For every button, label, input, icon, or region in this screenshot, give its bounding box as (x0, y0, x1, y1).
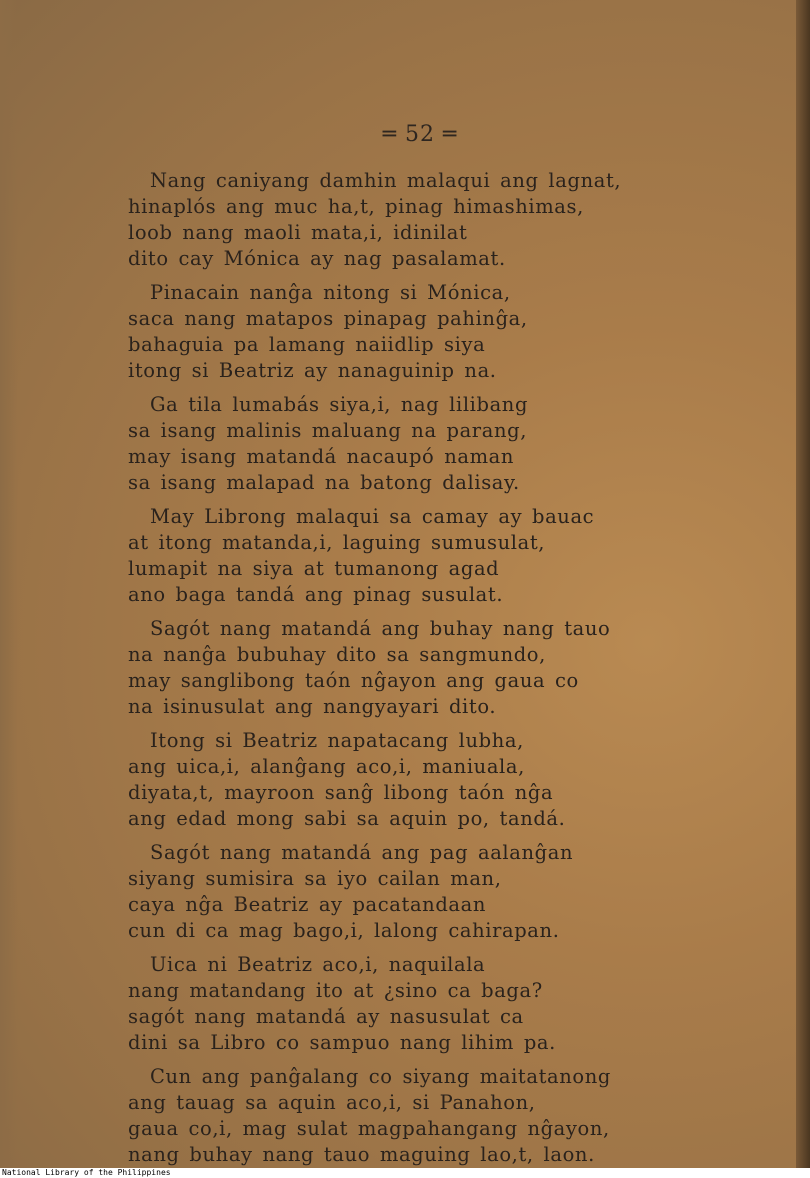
verse-line: cun di ca mag bago,i, lalong cahirapan. (128, 919, 560, 942)
verse-line: loob nang maoli mata,i, idinilat (128, 221, 468, 244)
verse-line: Ga tila lumabás siya,i, nag lilibang (150, 393, 529, 416)
stanza (128, 280, 688, 384)
verse-line: ang edad mong sabi sa aquin po, tandá. (128, 807, 566, 830)
verse-line: siyang sumisira sa iyo cailan man, (128, 867, 502, 890)
verse-line: sa isang malinis maluang na parang, (128, 419, 527, 442)
verse-line: nang buhay nang tauo maguing lao,t, laon. (128, 1143, 595, 1166)
verse-line: ang uica,i, alanĝang aco,i, maniuala, (128, 755, 525, 778)
verse-line: Nang caniyang damhin malaqui ang lagnat, (150, 169, 622, 192)
verse-line: na nanĝa bubuhay dito sa sangmundo, (128, 643, 546, 666)
verse-line: Sagót nang matandá ang pag aalanĝan (150, 841, 574, 864)
verse-line: Sagót nang matandá ang buhay nang tauo (150, 617, 611, 640)
stanza (128, 392, 688, 496)
verse-line: caya nĝa Beatriz ay pacatandaan (128, 893, 487, 916)
verse-line: diyata,t, mayroon sanĝ libong taón nĝa (128, 781, 554, 804)
verse-line: dini sa Libro co sampuo nang lihim pa. (128, 1031, 556, 1054)
verse-line: Cun ang panĝalang co siyang maitatanong (150, 1065, 611, 1088)
page-number: ═ 52 ═ (382, 122, 458, 147)
verse-line: Pinacain nanĝa nitong si Mónica, (150, 281, 511, 304)
stanza (128, 168, 688, 272)
poem-text (128, 168, 688, 1168)
verse-line: may sanglibong taón nĝayon ang gaua co (128, 669, 579, 692)
verse-line: ano baga tandá ang pinag susulat. (128, 583, 504, 606)
stanza (128, 1064, 688, 1168)
verse-line: ang tauag sa aquin aco,i, si Panahon, (128, 1091, 536, 1114)
page-edge-shadow-right (796, 0, 810, 1168)
verse-line: Uica ni Beatriz aco,i, naquilala (150, 953, 486, 976)
verse-line: gaua co,i, mag sulat magpahangang nĝayon, (128, 1117, 610, 1140)
page-edge-shadow-left (0, 0, 18, 1168)
stanza (128, 616, 688, 720)
stanza (128, 952, 688, 1056)
verse-line: hinaplós ang muc ha,t, pinag himashimas, (128, 195, 584, 218)
verse-line: bahaguia pa lamang naiidlip siya (128, 333, 486, 356)
stanza (128, 504, 688, 608)
verse-line: nang matandang ito at ¿sino ca baga? (128, 979, 543, 1002)
verse-line: itong si Beatriz ay nanaguinip na. (128, 359, 497, 382)
verse-line: lumapit na siya at tumanong agad (128, 557, 500, 580)
verse-line: dito cay Mónica ay nag pasalamat. (128, 247, 506, 270)
verse-line: Itong si Beatriz napatacang lubha, (150, 729, 524, 752)
verse-line: May Librong malaqui sa camay ay bauac (150, 505, 595, 528)
verse-line: sagót nang matandá ay nasusulat ca (128, 1005, 524, 1028)
verse-line: may isang matandá nacaupó naman (128, 445, 515, 468)
verse-line: at itong matanda,i, laguing sumusulat, (128, 531, 546, 554)
verse-line: na isinusulat ang nangyayari dito. (128, 695, 497, 718)
stanza (128, 728, 688, 832)
stanza (128, 840, 688, 944)
verse-line: saca nang matapos pinapag pahinĝa, (128, 307, 528, 330)
verse-line: sa isang malapad na batong dalisay. (128, 471, 520, 494)
library-credit: National Library of the Philippines (2, 1168, 171, 1177)
